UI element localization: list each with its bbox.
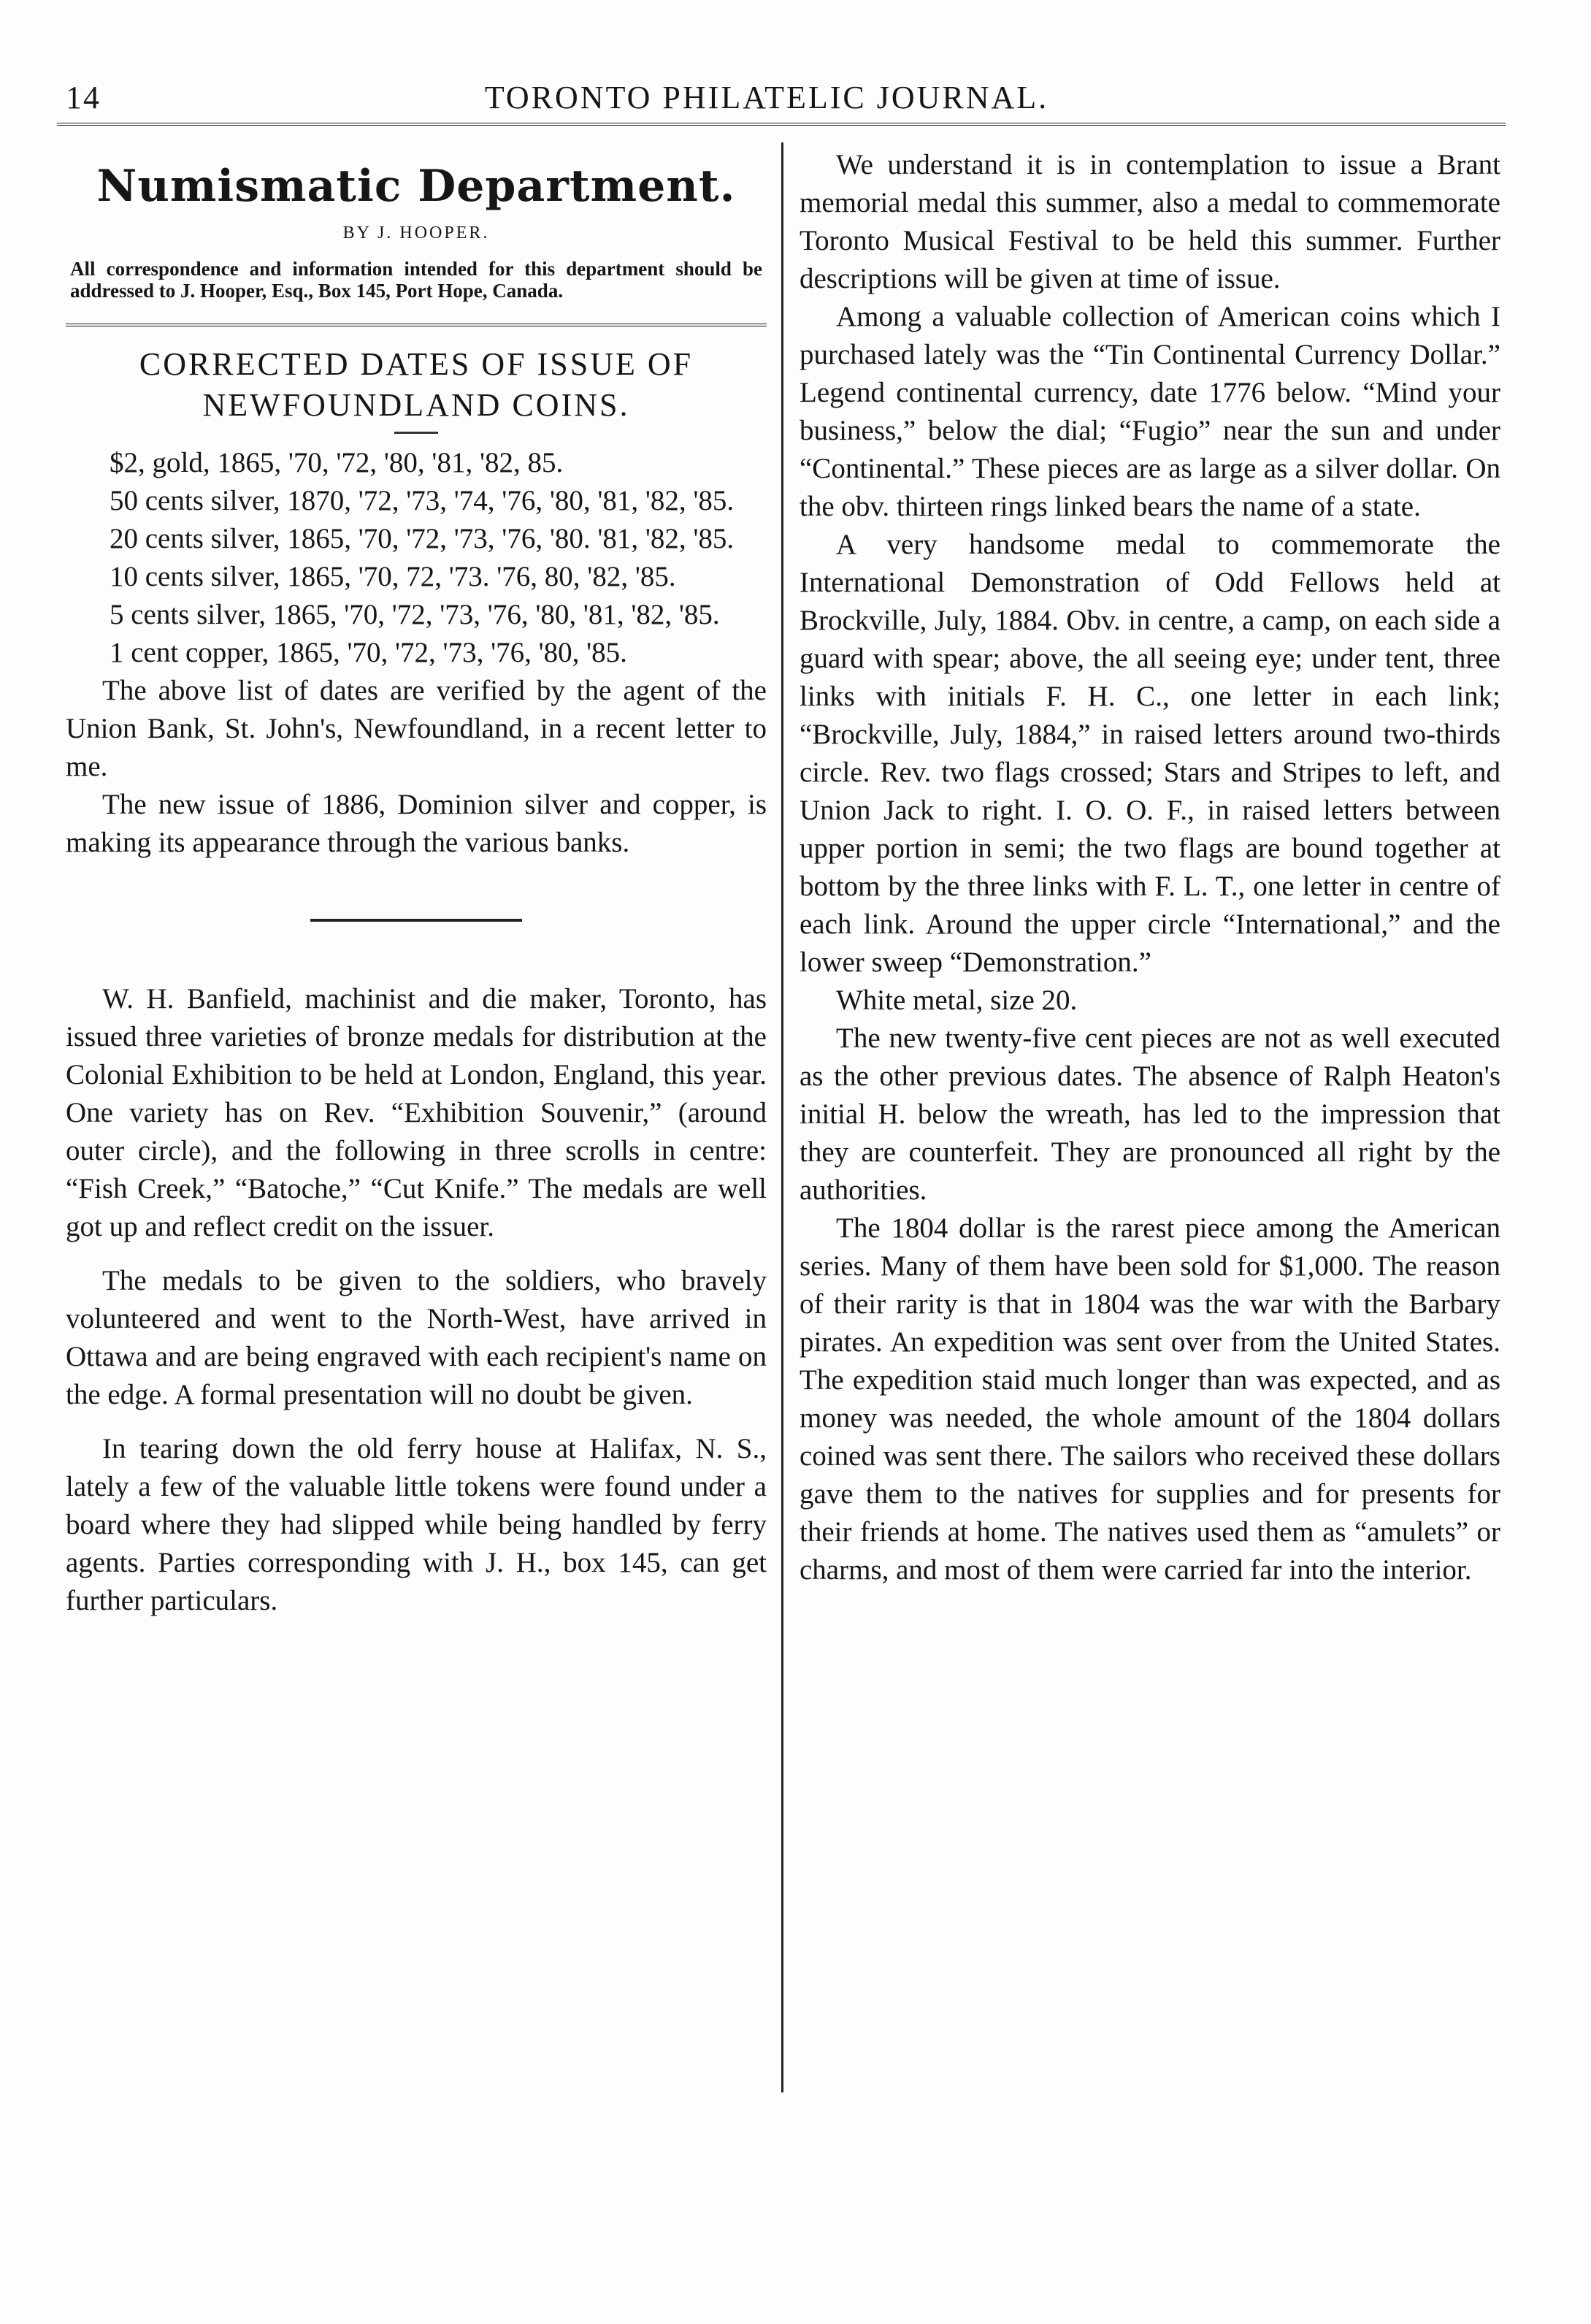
paragraph-banfield: W. H. Banfield, machinist and die maker, Toronto, has issued three varieties of bronze medals for distribution at the Colonial Exhibition to be held at London, England, this year. One variety has on Rev. “Exhibition Souvenir,” (around outer circle), and the following in three scrolls in centre: “Fish Creek,” “Batoche,” “Cut Knife.” The medals are well got up and reflect credit on the issuer. — [66, 983, 767, 1242]
correspondence-note: All correspondence and information intended for this department should be addressed to J. Hooper, Esq., Box 145, Port Hope, Canada. — [70, 258, 762, 302]
coin-entry-1c: 1 cent copper, 1865, '70, '72, '73, '76, '80, '85. — [110, 637, 627, 668]
department-title: Numismatic Department. — [96, 161, 736, 212]
page-header — [44, 79, 1490, 123]
journal-title: TORONTO PHILATELIC JOURNAL. — [484, 80, 1049, 115]
coin-entry-gold: $2, gold, 1865, '70, '72, '80, '81, '82, 85. — [110, 447, 564, 478]
paragraph-tin-dollar: Among a valuable collection of American coins which I purchased lately was the “Tin Continental Currency Dollar.” Legend continental currency, date 1776 below. “Mind your business,” below the dial; “Fugio” near the sun and under “Continental.” These pieces are as large as a silver dollar. On the obv. thirteen rings linked bears the name of a state. — [800, 301, 1500, 522]
paragraph-verified: The above list of dates are verified by the agent of the Union Bank, St. John's, Newfoundland, in a recent letter to me. — [66, 675, 767, 782]
paragraph-new-issue: The new issue of 1886, Dominion silver and copper, is making its appearance through the various banks. — [66, 789, 767, 858]
paragraph-brant: We understand it is in contemplation to issue a Brant memorial medal this summer, also a medal to commemorate Toronto Musical Festival to be held this summer. Further descriptions will be given at time of issue. — [800, 149, 1500, 294]
section-divider — [66, 324, 767, 331]
section-title-line2: NEWFOUNDLAND COINS. — [202, 387, 630, 423]
section-title-line1: CORRECTED DATES OF ISSUE OF — [139, 346, 694, 382]
paragraph-halifax: In tearing down the old ferry house at Halifax, N. S., lately a few of the valuable little tokens were found under a board where they had slipped while being handled by ferry agents. Parties corresponding with J. H., box 145, can get further particulars. — [66, 1433, 767, 1616]
paragraph-soldiers: The medals to be given to the soldiers, who bravely volunteered and went to the North-West, have arrived in Ottawa and are being engraved with each recipient's name on the edge. A formal presentation will no doubt be given. — [66, 1265, 767, 1410]
coin-entry-5c: 5 cents silver, 1865, '70, '72, '73, '76, '80, '81, '82, '85. — [110, 599, 720, 630]
article-divider — [310, 919, 522, 922]
page-number: 14 — [66, 80, 101, 115]
coin-entry-50c: 50 cents silver, 1870, '72, '73, '74, '76, '80, '81, '82, '85. — [110, 485, 735, 516]
paragraph-odd-fellows: A very handsome medal to commemorate the International Demonstration of Odd Fellows held at Brockville, July, 1884. Obv. in centre, a camp, on each side a guard with spear; above, the all seeing eye; under tent, three links with initials F. H. C., one letter in each link; “Brockville, July, 1884,” in raised letters around two-thirds circle. Rev. two flags crossed; Stars and Stripes to left, and Union Jack to right. I. O. O. F., in raised letters between upper portion in semi; the two flags are bound together at bottom by the three links with F. L. T., one letter in centre of each link. Around the upper circle “International,” and the lower sweep “Demonstration.” — [800, 529, 1500, 978]
paragraph-twenty-five-cent: The new twenty-five cent pieces are not as well executed as the other previous dates. The absence of Ralph Heaton's initial H. below the wreath, has led to the impression that they are counterfeit. They are pronounced all right by the authorities. — [800, 1023, 1500, 1206]
title-dash — [394, 432, 438, 434]
paragraph-1804-dollar: The 1804 dollar is the rarest piece among the American series. Many of them have been sold for $1,000. The reason of their rarity is that in 1804 was the war with the Barbary pirates. An expedition was sent over from the United States. The expedition staid much longer than was expected, and as money was needed, the whole amount of the 1804 dollars coined was sent there. The sailors who received these dollars gave them to the natives for supplies and for presents for their friends at home. The natives used them as “amulets” or charms, and most of them were carried far into the interior. — [800, 1212, 1500, 1586]
section-title — [66, 344, 767, 426]
coin-entry-20c: 20 cents silver, 1865, '70, '72, '73, '76, '80. '81, '82, '85. — [110, 523, 735, 554]
left-column — [66, 146, 767, 1620]
byline: BY J. HOOPER. — [342, 223, 490, 242]
paragraph-white-metal: White metal, size 20. — [836, 985, 1078, 1016]
right-column — [800, 146, 1500, 1589]
header-rule — [57, 123, 1506, 126]
coin-entry-10c: 10 cents silver, 1865, '70, 72, '73. '76, 80, '82, '85. — [110, 561, 676, 592]
column-divider — [781, 142, 783, 2092]
